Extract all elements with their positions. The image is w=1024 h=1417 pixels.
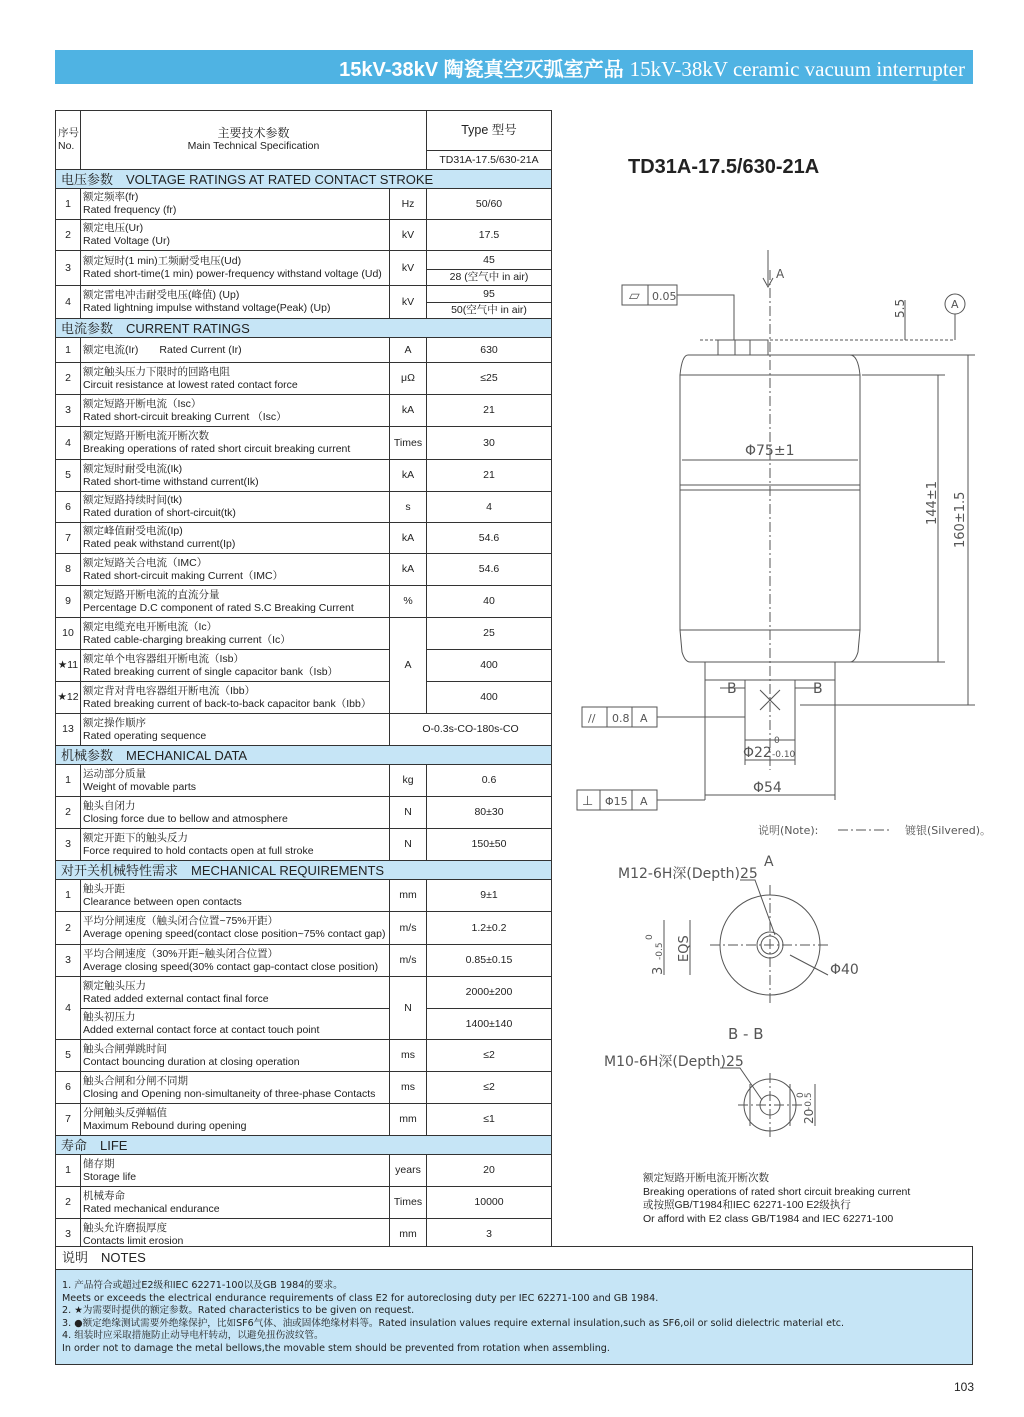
row-label-en: Rated breaking current of back-to-back capacitor bank（Ibb） — [83, 697, 372, 710]
row-value: 30 — [427, 427, 552, 460]
section-label-b-left: B — [727, 681, 737, 697]
row-label-en: Rated Voltage (Ur) — [83, 235, 170, 247]
row-label-zh: 额定触头压力 — [83, 979, 146, 992]
row-no: 5 — [56, 1040, 81, 1072]
row-label-zh: 额定短路开断电流的直流分量 — [83, 588, 220, 601]
thread-b-label: M10-6H深(Depth)25 — [604, 1054, 744, 1070]
parallelism-symbol: // — [588, 712, 596, 725]
dim-160: 160±1.5 — [953, 491, 968, 548]
row-unit: kV — [390, 286, 427, 319]
row-unit: μΩ — [390, 363, 427, 395]
row-value: O-0.3s-CO-180s-CO — [390, 714, 552, 746]
dim-22: Φ22 — [743, 745, 772, 761]
row-unit: kA — [390, 395, 427, 427]
row-no: 1 — [56, 338, 81, 363]
perpendicularity-tolerance: Φ15 — [605, 795, 628, 808]
row-unit: kA — [390, 554, 427, 586]
section-mechanical-requirements: 对开关机械特性需求 MECHANICAL REQUIREMENTS — [56, 861, 552, 880]
row-unit: kA — [390, 523, 427, 554]
perpendicularity-symbol: ⊥ — [582, 794, 594, 809]
row-no: 4 — [56, 427, 81, 460]
row-value: 25 — [427, 618, 552, 650]
row-value: 45 — [427, 251, 552, 270]
row-value: 0.85±0.15 — [427, 945, 552, 977]
row-unit: s — [390, 492, 427, 523]
row-no: 3 — [56, 251, 81, 286]
row-unit: mm — [390, 1219, 427, 1251]
row-value: 80±30 — [427, 797, 552, 829]
drawing-note — [643, 1172, 910, 1226]
section-mechanical-data: 机械参数 MECHANICAL DATA — [56, 746, 552, 765]
row-value: 1400±140 — [427, 1009, 552, 1040]
row-label-en: Clearance between open contacts — [83, 895, 242, 908]
row-label-en: Rated mechanical endurance — [83, 1202, 220, 1215]
row-unit: ms — [390, 1072, 427, 1104]
drawing-note-en1: Breaking operations of rated short circuit breaking current — [643, 1185, 911, 1198]
row-no: 13 — [56, 714, 81, 746]
note-item: Meets or exceeds the electrical endurance requirements of class E2 for autoreclosing duty per IEC 62271-100 and GB 1984. — [62, 1292, 659, 1304]
model-title: TD31A-17.5/630-21A — [628, 156, 820, 178]
parallelism-datum: A — [640, 712, 648, 725]
row-label-en: Closing and Opening non-simultaneity of three-phase Contacts — [83, 1087, 376, 1100]
section-life: 寿命 LIFE — [56, 1136, 552, 1155]
header-spec-zh: 主要技术参数 — [217, 126, 290, 140]
row-no: 6 — [56, 1072, 81, 1104]
row-label-zh: 额定电压(Ur) — [83, 222, 144, 234]
dim-55: 5.5 — [893, 298, 907, 318]
header-spec-en: Main Technical Specification — [187, 140, 320, 152]
flatness-leader — [677, 295, 734, 340]
dim-54: Φ54 — [753, 780, 782, 796]
row-unit: kV — [390, 251, 427, 286]
row-label-zh: 触头自闭力 — [83, 799, 136, 812]
row-no: 3 — [56, 945, 81, 977]
thread-a-label: M12-6H深(Depth)25 — [618, 866, 758, 882]
row-label-zh: 额定触头压力下限时的回路电阻 — [83, 365, 230, 378]
row-value: 630 — [427, 338, 552, 363]
row-no: 9 — [56, 586, 81, 618]
dim-22-tol-bottom: -0.10 — [772, 750, 796, 760]
row-label-zh: 储存期 — [83, 1157, 115, 1170]
row-value: 3 — [427, 1219, 552, 1251]
row-no: 8 — [56, 554, 81, 586]
row-label-en: Average opening speed(contact close position~75% contact gap) — [83, 928, 386, 940]
row-label-zh: 额定频率(fr) — [83, 191, 139, 203]
row-value: 50/60 — [427, 189, 552, 220]
header-type-label: Type 型号 — [427, 111, 552, 151]
row-label-zh: 平均合闸速度（30%开距~触头闭合位置） — [83, 947, 279, 960]
row-label-zh: 额定短时(1 min)工频耐受电压(Ud) — [83, 255, 242, 267]
row-no: 7 — [56, 523, 81, 554]
row-value: 21 — [427, 395, 552, 427]
flatness-symbol: ▱ — [629, 288, 640, 304]
row-label-en: Breaking operations of rated short circuit breaking current — [83, 443, 351, 455]
row-value-air: 50(空气中 in air) — [427, 303, 552, 319]
note-item: 1. 产品符合或超过E2级和IEC 62271-100以及GB 1984的要求。 — [62, 1280, 343, 1291]
row-label-zh: 额定短路关合电流（IMC） — [83, 556, 208, 569]
drawing-note-en2: Or afford with E2 class GB/T1984 and IEC 62271-100 — [643, 1212, 894, 1225]
dim-40: Φ40 — [830, 962, 859, 978]
row-label-en: Rated frequency (fr) — [83, 204, 177, 216]
row-label-en: Storage life — [83, 1170, 137, 1183]
row-no: 5 — [56, 460, 81, 492]
row-no: 1 — [56, 1155, 81, 1187]
section-label-b-right: B — [813, 681, 823, 697]
row-label-zh: 触头开距 — [83, 882, 125, 895]
row-no: 4 — [56, 977, 81, 1040]
flatness-tolerance: 0.05 — [652, 290, 677, 303]
row-no: 4 — [56, 286, 81, 319]
page-number: 103 — [953, 1380, 974, 1394]
row-no: 3 — [56, 1219, 81, 1251]
row-value: 4 — [427, 492, 552, 523]
row-label-en: Rated cable-charging breaking current（Ic） — [83, 633, 291, 646]
drawing-labels — [582, 267, 991, 837]
thread-b-leader — [720, 1068, 762, 1100]
note-item: 2. ★为需要时提供的额定参数。Rated characteristics to be given on request. — [62, 1305, 415, 1317]
row-value: 54.6 — [427, 523, 552, 554]
row-value: ≤2 — [427, 1040, 552, 1072]
dim-20-tol-top: 0 — [796, 1092, 806, 1098]
row-value: 54.6 — [427, 554, 552, 586]
row-label-en: Rated short-time withstand current(Ik) — [83, 475, 259, 488]
row-no: 2 — [56, 1187, 81, 1219]
row-value: 17.5 — [427, 220, 552, 251]
parallelism-tolerance: 0.8 — [612, 712, 630, 725]
header-no-zh: 序号 — [58, 127, 79, 139]
row-no: 6 — [56, 492, 81, 523]
row-unit: ms — [390, 1040, 427, 1072]
row-no: 1 — [56, 765, 81, 797]
dim-3-tol-top: 0 — [645, 934, 655, 940]
row-no: 10 — [56, 618, 81, 650]
banner-title-zh: 15kV-38kV 陶瓷真空灭弧室产品 — [339, 59, 624, 81]
row-value: 40 — [427, 586, 552, 618]
row-value: ≤1 — [427, 1104, 552, 1136]
datum-a: A — [951, 298, 959, 311]
row-unit: kg — [390, 765, 427, 797]
row-value: 0.6 — [427, 765, 552, 797]
row-label-zh: 平均分闸速度（触头闭合位置~75%开距） — [83, 915, 279, 927]
row-label-en: Rated added external contact final force — [83, 992, 269, 1005]
row-unit: kA — [390, 460, 427, 492]
row-label-zh: 额定电流(Ir) Rated Current (Ir) — [83, 343, 242, 356]
row-label-en: Percentage D.C component of rated S.C Breaking Current — [83, 601, 354, 614]
row-label-en: Maximum Rebound during opening — [83, 1119, 247, 1132]
row-label-zh: 机械寿命 — [83, 1189, 125, 1202]
row-label-zh: 触头初压力 — [83, 1011, 136, 1023]
row-label-en: Rated short-time(1 min) power-frequency withstand voltage (Ud) — [83, 268, 382, 280]
row-unit: N — [390, 797, 427, 829]
notes-box — [55, 1246, 973, 1365]
perpendicularity-datum: A — [640, 795, 648, 808]
row-value: 150±50 — [427, 829, 552, 861]
row-value: ≤2 — [427, 1072, 552, 1104]
dim-144: 144±1 — [925, 481, 940, 525]
note-label: 说明(Note): — [758, 824, 819, 837]
section-current: 电流参数 CURRENT RATINGS — [56, 319, 552, 338]
row-unit: % — [390, 586, 427, 618]
row-unit: mm — [390, 880, 427, 912]
row-unit: N — [390, 829, 427, 861]
row-label-zh: 额定短时耐受电流(Ik) — [83, 462, 183, 475]
row-label-zh: 触头合闸弹跳时间 — [83, 1042, 167, 1055]
row-no: 2 — [56, 220, 81, 251]
dim-75: Φ75±1 — [745, 443, 795, 459]
row-no: 2 — [56, 912, 81, 945]
row-unit: m/s — [390, 912, 427, 945]
drawing-note-zh2: 或按照GB/T1984和IEC 62271-100 E2级执行 — [643, 1199, 851, 1211]
row-value: ≤25 — [427, 363, 552, 395]
row-unit: years — [390, 1155, 427, 1187]
row-unit: Times — [390, 1187, 427, 1219]
row-label-zh: 额定短路开断电流开断次数 — [83, 430, 209, 442]
row-unit: Hz — [390, 189, 427, 220]
row-label-zh: 额定峰值耐受电流(Ip) — [83, 525, 183, 537]
row-unit: mm — [390, 1104, 427, 1136]
row-no: 1 — [56, 189, 81, 220]
row-value: 2000±200 — [427, 977, 552, 1009]
notes-heading: 说明 NOTES — [56, 1247, 972, 1270]
notes-list — [56, 1270, 972, 1356]
row-label-en: Circuit resistance at lowest rated contact force — [83, 378, 298, 391]
row-label-en: Weight of movable parts — [83, 780, 197, 793]
row-label-en: Rated short-circuit making Current（IMC） — [83, 569, 284, 582]
header-type-value: TD31A-17.5/630-21A — [427, 151, 552, 170]
row-label-zh: 额定单个电容器组开断电流（Isb） — [83, 652, 245, 665]
note-item: 3. ●额定绝缘测试需要外绝缘保护，比如SF6气体、油或固体绝缘材料等。Rated insulation values require external insulation,such as SF6,oil or solid dielectric material etc. — [62, 1317, 845, 1329]
row-no: 3 — [56, 829, 81, 861]
row-label-en: Rated operating sequence — [83, 729, 207, 742]
note-silvered: 镀银(Silvered)。 — [905, 824, 991, 837]
row-label-en: Rated breaking current of single capacitor bank（Isb） — [83, 665, 339, 678]
row-unit: A — [390, 338, 427, 363]
row-value: 21 — [427, 460, 552, 492]
row-value: 95 — [427, 286, 552, 303]
row-label-zh: 触头合闸和分闸不同期 — [83, 1074, 188, 1087]
dim-3: 3 — [651, 966, 666, 975]
row-label-zh: 额定开距下的触头反力 — [83, 831, 188, 844]
row-value: 20 — [427, 1155, 552, 1187]
row-no: 2 — [56, 363, 81, 395]
row-no: ★11 — [56, 650, 81, 682]
row-label-en: Closing force due to bellow and atmosphere — [83, 812, 288, 825]
row-value: 400 — [427, 650, 552, 682]
row-label-en: Added external contact force at contact touch point — [83, 1024, 320, 1036]
row-value: 1.2±0.2 — [427, 912, 552, 945]
row-label-zh: 额定雷电冲击耐受电压(峰值) (Up) — [83, 289, 240, 301]
row-label-en: Rated short-circuit breaking Current （Isc） — [83, 410, 287, 423]
row-value: 400 — [427, 682, 552, 714]
top-terminal — [718, 340, 768, 355]
note-item: In order not to damage the metal bellows,the movable stem should be prevented from rotation when assembling. — [62, 1342, 610, 1354]
row-label-en: Contacts limit erosion — [83, 1234, 184, 1247]
row-label-zh: 额定短路开断电流（Isc） — [83, 397, 202, 410]
view-bb-label: B - B — [728, 1025, 764, 1043]
view-labels — [604, 854, 859, 1124]
row-label-zh: 额定短路持续时间(tk) — [83, 494, 183, 506]
row-unit: Times — [390, 427, 427, 460]
row-label-zh: 额定电缆充电开断电流（Ic） — [83, 620, 218, 633]
row-label-zh: 触头允许磨损厚度 — [83, 1221, 167, 1234]
row-unit: N — [390, 977, 427, 1040]
row-label-en: Rated peak withstand current(Ip) — [83, 538, 236, 550]
dim-22-tol-top: 0 — [774, 736, 780, 746]
row-no: 7 — [56, 1104, 81, 1136]
dim-20: 20 — [802, 1108, 816, 1124]
row-label-zh: 分闸触头反弹幅值 — [83, 1106, 167, 1119]
eqs-label: EQS — [677, 935, 692, 962]
row-label-zh: 额定背对背电容器组开断电流（Ibb） — [83, 684, 256, 697]
row-unit: kV — [390, 220, 427, 251]
header-no-en: No. — [58, 140, 75, 152]
dim-20-tol-bottom: -0.5 — [804, 1092, 814, 1110]
row-unit: A — [390, 618, 427, 714]
row-no: 2 — [56, 797, 81, 829]
note-item: 4. 组装时应采取措施防止动导电杆转动，以避免扭伤波纹管。 — [62, 1330, 324, 1342]
row-label-zh: 运动部分质量 — [83, 767, 146, 780]
row-no: ★12 — [56, 682, 81, 714]
row-label-en: Contact bouncing duration at closing operation — [83, 1055, 300, 1068]
row-label-en: Rated lightning impulse withstand voltage(Peak) (Up) — [83, 302, 331, 314]
row-value-air: 28 (空气中 in air) — [427, 270, 552, 286]
row-label-zh: 额定操作顺序 — [83, 716, 146, 729]
row-value: 10000 — [427, 1187, 552, 1219]
dim-3-tol-bottom: -0.5 — [655, 942, 665, 960]
row-label-en: Force required to hold contacts open at full stroke — [83, 844, 314, 857]
view-a-label: A — [764, 854, 774, 870]
label-a-top: A — [776, 267, 785, 281]
row-unit: m/s — [390, 945, 427, 977]
section-voltage: 电压参数 VOLTAGE RATINGS AT RATED CONTACT STROKE — [56, 170, 552, 189]
row-no: 1 — [56, 880, 81, 912]
row-label-en: Rated duration of short-circuit(tk) — [83, 507, 236, 519]
banner-title-en: 15kV-38kV ceramic vacuum interrupter — [629, 57, 965, 81]
drawing-note-zh1: 额定短路开断电流开断次数 — [643, 1172, 769, 1184]
row-value: 9±1 — [427, 880, 552, 912]
row-label-en: Average closing speed(30% contact gap-contact close position) — [83, 960, 379, 973]
row-no: 3 — [56, 395, 81, 427]
